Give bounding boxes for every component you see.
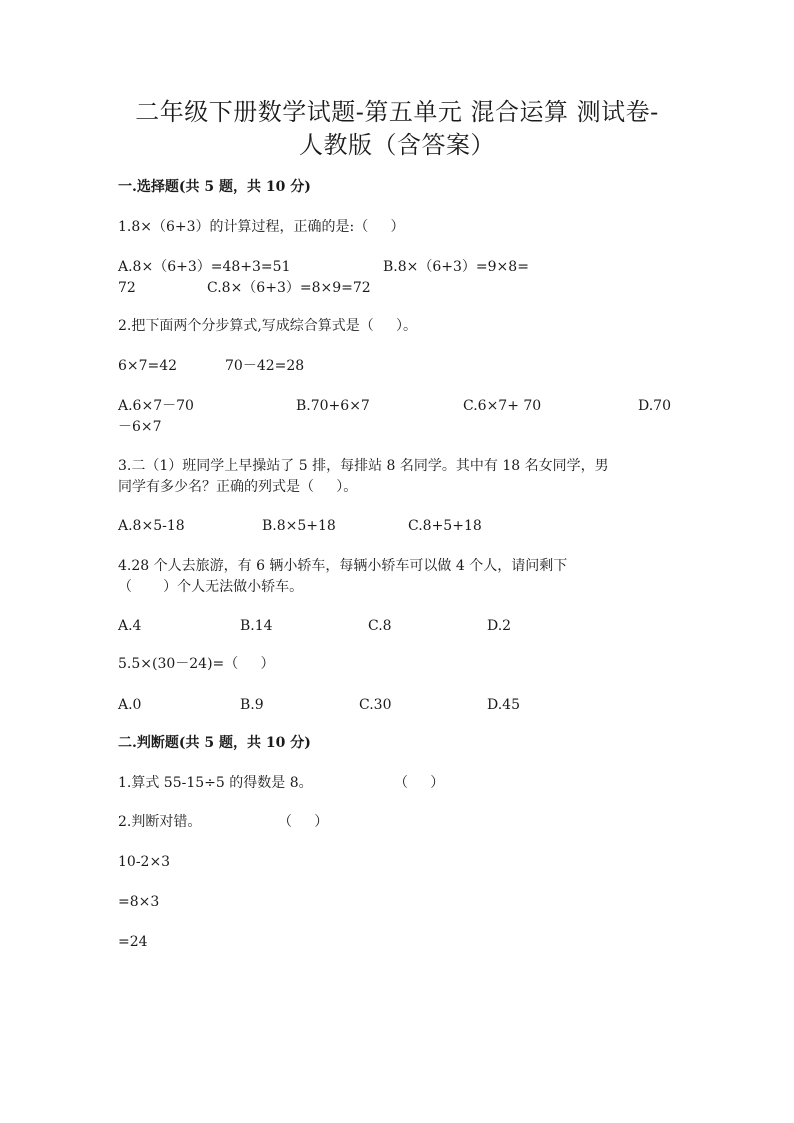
question-2-option-d-continued: －6×7 — [118, 419, 162, 435]
document-title-line-2: 人教版（含答案） — [299, 131, 495, 159]
question-3-option-c: C.8+5+18 — [408, 518, 482, 534]
judgment-2-calc-line-1: 10-2×3 — [118, 854, 171, 870]
section-heading-true-false: 二.判断题(共 5 题，共 10 分) — [118, 735, 311, 751]
question-5-stem: 5.5×(30－24)=（ ） — [118, 656, 275, 672]
question-5-option-b: B.9 — [240, 697, 264, 713]
judgment-2-calc-line-2: =8×3 — [118, 894, 160, 910]
question-2-option-a: A.6×7－70 — [118, 398, 194, 414]
judgment-2-calc-line-3: =24 — [118, 934, 148, 950]
question-2-step-b: 70－42=28 — [225, 358, 305, 374]
question-5-option-c: C.30 — [359, 697, 392, 713]
question-4-option-d: D.2 — [487, 618, 512, 634]
question-5-option-a: A.0 — [118, 697, 142, 713]
question-4-stem-line-1: 4.28 个人去旅游，有 6 辆小轿车，每辆小轿车可以做 4 个人，请问剩下 — [118, 558, 568, 574]
question-1-option-b: B.8×（6+3）=9×8= — [383, 259, 529, 275]
section-heading-multiple-choice: 一.选择题(共 5 题，共 10 分) — [118, 179, 311, 195]
question-3-stem-line-2: 同学有多少名？正确的列式是（ ）。 — [118, 479, 358, 495]
question-1-option-a: A.8×（6+3）=48+3=51 — [118, 259, 291, 275]
question-5-option-d: D.45 — [487, 697, 520, 713]
question-1-option-c: C.8×（6+3）=8×9=72 — [207, 280, 371, 296]
question-3-option-b: B.8×5+18 — [262, 518, 336, 534]
judgment-2-stem: 2.判断对错。 — [118, 814, 202, 830]
document-title-line-1: 二年级下册数学试题-第五单元 混合运算 测试卷- — [135, 98, 659, 126]
question-4-option-c: C.8 — [368, 618, 392, 634]
judgment-1-stem: 1.算式 55-15÷5 的得数是 8。 — [118, 775, 313, 791]
judgment-1-answer-paren: （ ） — [394, 775, 445, 791]
question-2-step-a: 6×7=42 — [118, 358, 178, 374]
judgment-2-answer-paren: （ ） — [278, 814, 329, 830]
question-3-stem-line-1: 3.二（1）班同学上早操站了 5 排，每排站 8 名同学。其中有 18 名女同学，男 — [118, 458, 609, 474]
question-3-option-a: A.8×5-18 — [118, 518, 185, 534]
question-4-stem-line-2: （ ）个人无法做小轿车。 — [118, 579, 304, 595]
question-4-option-a: A.4 — [118, 618, 142, 634]
question-1-option-b-continued: 72 — [118, 280, 136, 296]
question-4-option-b: B.14 — [240, 618, 273, 634]
question-2-option-b: B.70+6×7 — [296, 398, 370, 414]
question-2-option-c: C.6×7+ 70 — [463, 398, 542, 414]
question-2-option-d: D.70 — [638, 398, 671, 414]
question-1-stem: 1.8×（6+3）的计算过程，正确的是:（ ） — [118, 219, 405, 235]
question-2-stem: 2.把下面两个分步算式,写成综合算式是（ ）。 — [118, 318, 418, 334]
